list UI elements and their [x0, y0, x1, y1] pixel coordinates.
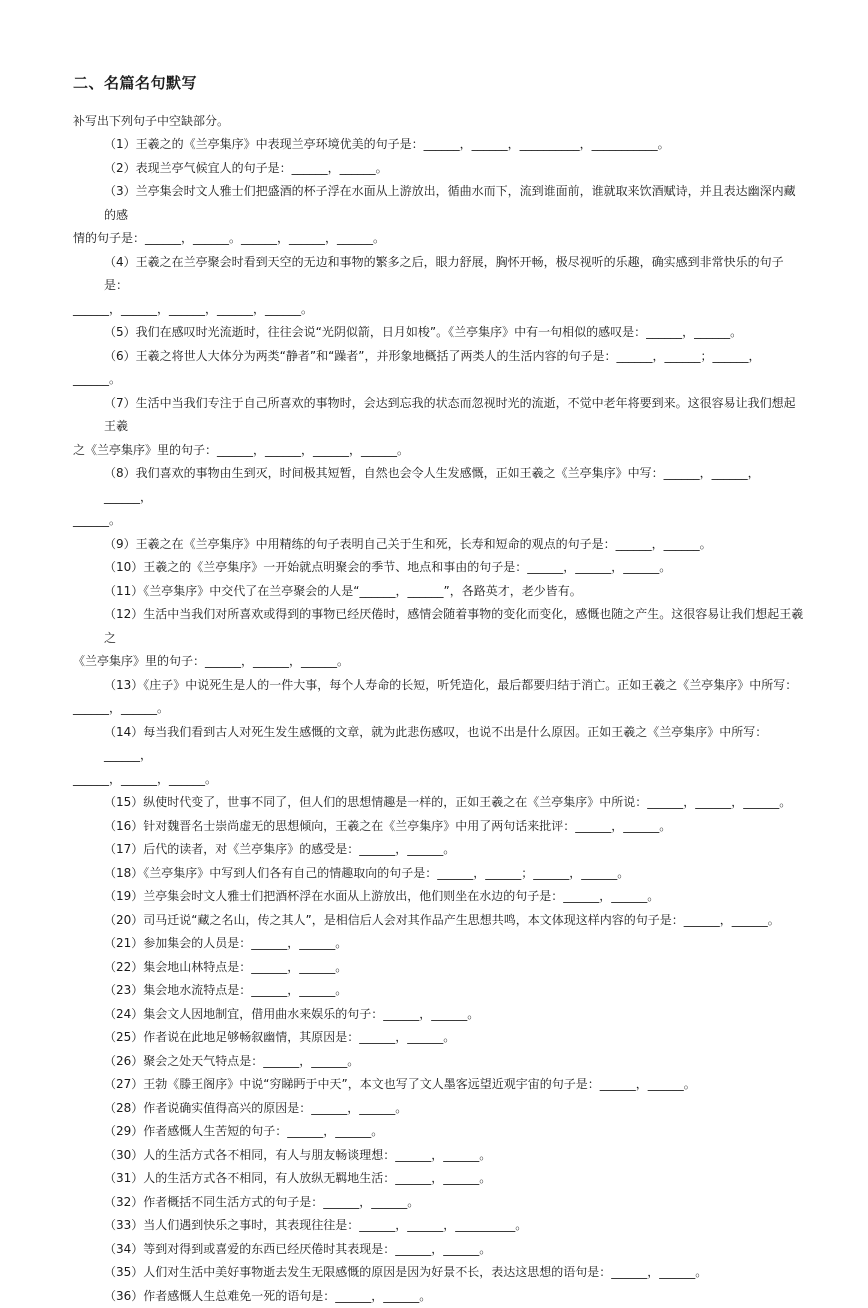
- question-item: [97, 1073, 807, 1097]
- question-text: （28）作者说确实值得高兴的原因是：______，______。: [104, 1101, 407, 1115]
- question-item: [97, 979, 807, 1003]
- question-item: [97, 838, 807, 862]
- question-continuation: 《兰亭集序》里的句子：______，______，______。: [73, 650, 807, 674]
- question-item: [97, 462, 807, 533]
- question-item: [97, 1097, 807, 1121]
- question-list: [97, 133, 807, 1308]
- question-text: （14）每当我们看到古人对死生发生感慨的文章，就为此悲伤感叹，也说不出是什么原因。正如王羲之《兰亭集序》中所写：______，: [104, 725, 767, 763]
- question-item: [97, 392, 807, 463]
- question-continuation: ______，______，______。: [73, 768, 807, 792]
- question-text: （29）作者感慨人生苦短的句子：______，______。: [104, 1124, 383, 1138]
- question-text: （30）人的生活方式各不相同，有人与朋友畅谈理想：______，______。: [104, 1148, 491, 1162]
- question-item: [97, 580, 807, 604]
- question-text: （23）集会地水流特点是：______，______。: [104, 983, 347, 997]
- question-text: （15）纵使时代变了，世事不同了，但人们的思想情趣是一样的，正如王羲之在《兰亭集序》中所说：______，______，______。: [104, 795, 791, 809]
- question-item: [97, 180, 807, 251]
- question-item: [97, 956, 807, 980]
- question-text: （18）《兰亭集序》中写到人们各有自己的情趣取向的句子是：______，______；______，______。: [104, 866, 629, 880]
- question-text: （21）参加集会的人员是：______，______。: [104, 936, 347, 950]
- question-continuation: ______，______，______，______，______。: [73, 298, 807, 322]
- question-text: （9）王羲之在《兰亭集序》中用精练的句子表明自己关于生和死，长寿和短命的观点的句子是：______，______。: [104, 537, 712, 551]
- question-item: [97, 345, 807, 392]
- question-text: （27）王勃《滕王阁序》中说“穷睇眄于中天”，本文也写了文人墨客远望近观宇宙的句子是：______，______。: [104, 1077, 696, 1091]
- question-text: （20）司马迁说“藏之名山，传之其人”，是相信后人会对其作品产生思想共鸣，本文体现这样内容的句子是：______，______。: [104, 913, 780, 927]
- question-text: （1）王羲之的《兰亭集序》中表现兰亭环境优美的句子是：______，______，__________，___________。: [104, 137, 670, 151]
- question-item: [97, 1261, 807, 1285]
- question-item: [97, 1026, 807, 1050]
- question-item: [97, 1285, 807, 1308]
- question-item: [97, 1191, 807, 1215]
- question-text: （31）人的生活方式各不相同，有人放纵无羁地生活：______，______。: [104, 1171, 491, 1185]
- question-text: （3）兰亭集会时文人雅士们把盛酒的杯子浮在水面从上游放出，循曲水而下，流到谁面前，谁就取来饮酒赋诗，并且表达幽深内藏的感: [104, 184, 796, 222]
- question-text: （4）王羲之在兰亭聚会时看到天空的无边和事物的繁多之后，眼力舒展，胸怀开畅，极尽视听的乐趣，确实感到非常快乐的句子是：: [104, 255, 784, 293]
- question-text: （19）兰亭集会时文人雅士们把酒杯浮在水面从上游放出，他们则坐在水边的句子是：______，______。: [104, 889, 659, 903]
- question-item: [97, 932, 807, 956]
- question-item: [97, 533, 807, 557]
- question-item: [97, 674, 807, 721]
- question-text: （17）后代的读者，对《兰亭集序》的感受是：______，______。: [104, 842, 455, 856]
- question-item: [97, 909, 807, 933]
- question-item: [97, 556, 807, 580]
- question-item: [97, 1050, 807, 1074]
- question-text: （34）等到对得到或喜爱的东西已经厌倦时其表现是：______，______。: [104, 1242, 491, 1256]
- question-text: （24）集会文人因地制宜，借用曲水来娱乐的句子：______，______。: [104, 1007, 479, 1021]
- question-continuation: 之《兰亭集序》里的句子：______，______，______，______。: [73, 439, 807, 463]
- question-text: （8）我们喜欢的事物由生到灭，时间极其短暂，自然也会令人生发感慨，正如王羲之《兰亭集序》中写：______，______，______，: [104, 466, 760, 504]
- instruction-text: 补写出下列句子中空缺部分。: [73, 112, 229, 129]
- question-text: （25）作者说在此地足够畅叙幽情，其原因是：______，______。: [104, 1030, 455, 1044]
- question-item: [97, 721, 807, 792]
- question-item: [97, 603, 807, 674]
- question-text: （33）当人们遇到快乐之事时，其表现往往是：______，______，__________。: [104, 1218, 527, 1232]
- question-text: （5）我们在感叹时光流逝时，往往会说“光阴似箭，日月如梭”。《兰亭集序》中有一句相似的感叹是：______，______。: [104, 325, 742, 339]
- question-text: （2）表现兰亭气候宜人的句子是：______，______。: [104, 161, 388, 175]
- section-title: 二、名篇名句默写: [73, 72, 197, 93]
- question-text: （11）《兰亭集序》中交代了在兰亭聚会的人是“______，______”，各路英才，老少皆有。: [104, 584, 582, 598]
- question-item: [97, 862, 807, 886]
- question-item: [97, 791, 807, 815]
- question-text: （16）针对魏晋名士崇尚虚无的思想倾向，王羲之在《兰亭集序》中用了两句话来批评：______，______。: [104, 819, 671, 833]
- question-text: （12）生活中当我们对所喜欢或得到的事物已经厌倦时，感情会随着事物的变化而变化，感慨也随之产生。这很容易让我们想起王羲之: [104, 607, 803, 645]
- question-text: （7）生活中当我们专注于自己所喜欢的事物时，会达到忘我的状态而忽视时光的流逝，不觉中老年将要到来。这很容易让我们想起王羲: [104, 396, 796, 434]
- question-text: （6）王羲之将世人大体分为两类“静者”和“躁者”，并形象地概括了两类人的生活内容的句子是：______，______；______，: [104, 349, 761, 363]
- question-item: [97, 321, 807, 345]
- question-text: （13）《庄子》中说死生是人的一件大事，每个人寿命的长短，听凭造化，最后都要归结于消亡。正如王羲之《兰亭集序》中所写：: [104, 678, 797, 692]
- question-continuation: ______，______。: [73, 697, 807, 721]
- question-item: [97, 1003, 807, 1027]
- question-item: [97, 157, 807, 181]
- question-item: [97, 1214, 807, 1238]
- question-text: （22）集会地山林特点是：______，______。: [104, 960, 347, 974]
- question-text: （26）聚会之处天气特点是：______，______。: [104, 1054, 359, 1068]
- question-text: （10）王羲之的《兰亭集序》一开始就点明聚会的季节、地点和事由的句子是：______，______，______。: [104, 560, 671, 574]
- question-item: [97, 1238, 807, 1262]
- question-text: （36）作者感慨人生总难免一死的语句是：______，______。: [104, 1289, 431, 1303]
- question-item: [97, 1120, 807, 1144]
- question-continuation: 情的句子是：______，______。______，______，______。: [73, 227, 807, 251]
- question-item: [97, 1167, 807, 1191]
- question-continuation: ______。: [73, 509, 807, 533]
- question-item: [97, 815, 807, 839]
- question-continuation: ______。: [73, 368, 807, 392]
- question-text: （32）作者概括不同生活方式的句子是：______，______。: [104, 1195, 419, 1209]
- question-text: （35）人们对生活中美好事物逝去发生无限感慨的原因是因为好景不长，表达这思想的语句是：______，______。: [104, 1265, 707, 1279]
- question-item: [97, 251, 807, 322]
- question-item: [97, 885, 807, 909]
- question-item: [97, 1144, 807, 1168]
- question-item: [97, 133, 807, 157]
